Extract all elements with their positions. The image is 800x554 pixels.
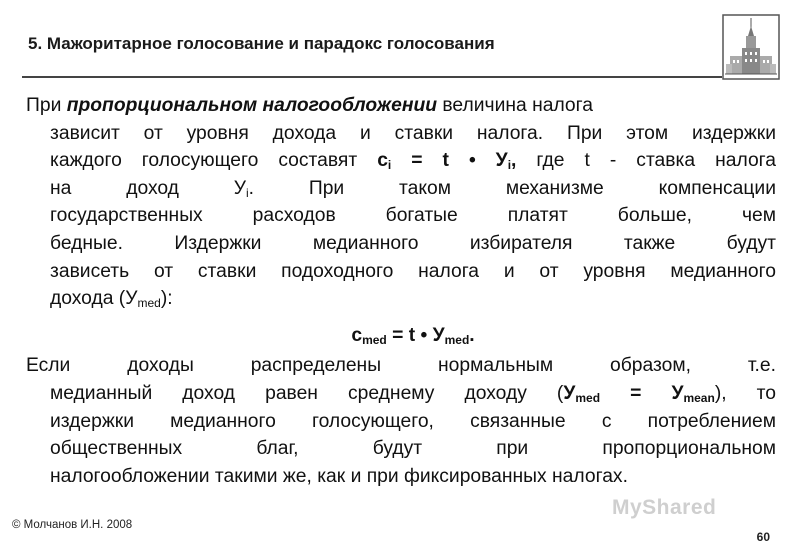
text-line: налогообложении такими же, как и при фиксированных налогах. (50, 465, 628, 487)
formula-cmed: $c_{med} = t$ • $У_{med}$. (351, 324, 475, 347)
text-line: дохода $(У_{med})$: (50, 288, 173, 311)
title-divider (22, 76, 722, 78)
paragraph-normal-distribution (26, 352, 776, 490)
text-line: издержки медианного голосующего, связанные с потреблением (50, 410, 776, 432)
text-line: медианный доход равен среднему доходу $(У_{med} = У_{mean})$, то (50, 382, 776, 405)
page-number: 60 (756, 530, 770, 544)
watermark: MyShared (612, 496, 717, 519)
university-building-icon (722, 14, 780, 80)
text-line: зависеть от ставки подоходного налога и от уровня медианного (50, 260, 776, 282)
text-line: При пропорциональном налогообложении величина налога (26, 95, 593, 116)
formula-ymed-ymean: $У_{med} = У_{mean}$ (563, 382, 715, 405)
text-line: Если доходы распределены нормальным образом, т.е. (26, 355, 776, 377)
paragraph-proportional-tax (26, 92, 776, 313)
slide-title: 5. Мажоритарное голосование и парадокс голосования (28, 34, 495, 53)
keyword-proportional-taxation: пропорциональном налогообложении (66, 95, 438, 116)
footer-copyright: © Молчанов И.Н. 2008 (12, 519, 133, 531)
slide-body (26, 92, 776, 490)
text-line: на доход $У_i$. При таком механизме компенсации (50, 177, 776, 200)
text-line: каждого голосующего составят $c_i = t$ • $У_i$, где t - ставка налога (50, 150, 776, 173)
text-line: бедные. Издержки медианного избирателя также будут (50, 232, 776, 254)
text-line: зависит от уровня дохода и ставки налога. При этом издержки (50, 122, 776, 144)
text-line: общественных благ, будут при пропорциональном (50, 438, 776, 460)
formula-ci: $c_i = t$ • $У_i$, (377, 150, 517, 173)
text-line: государственных расходов богатые платят больше, чем (50, 205, 776, 227)
